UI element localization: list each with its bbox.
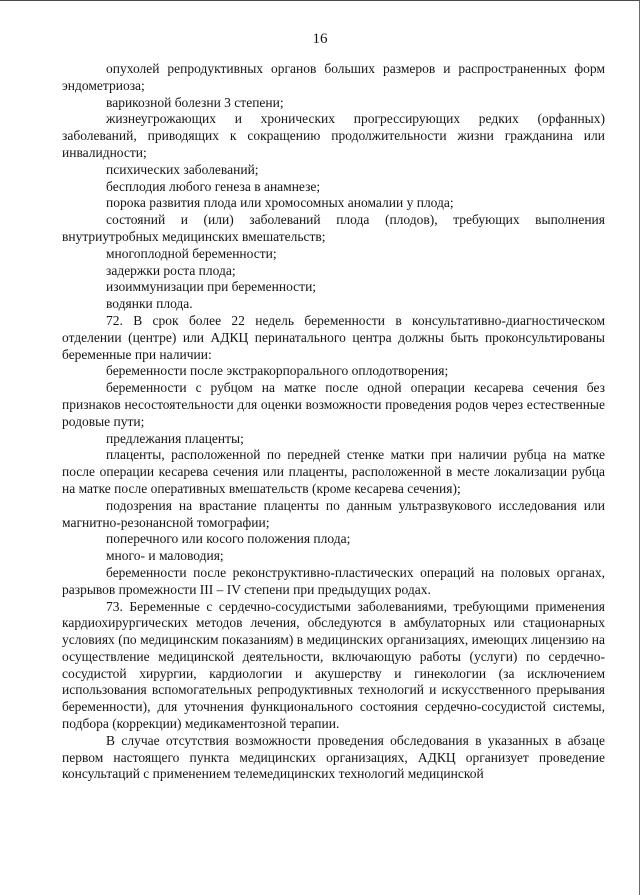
paragraph: много- и маловодия; [106, 548, 224, 564]
paragraph: бесплодия любого генеза в анамнезе; [106, 178, 321, 194]
paragraph: порока развития плода или хромосомных аномалии у плода; [106, 195, 454, 211]
paragraph: беременности с рубцом на матке после одной операции кесарева сечения без признаков несостоятельности для оценки возможности проведения родов через естественные родовые пути; [62, 380, 605, 429]
paragraph: плаценты, расположенной по передней стенке матки при наличии рубца на матке после операции кесарева сечения или плаценты, расположенной в месте локализации рубца на матке после оперативных вмешательств (кроме кесарева сечения); [62, 447, 605, 496]
paragraph: В случае отсутствия возможности проведения обследования в указанных в абзаце первом настоящего пункта медицинских организациях, АДКЦ организует проведение консультаций с применением телемедицинских технологий медицинской [62, 732, 605, 782]
paragraph: 72. В срок более 22 недель беременности в консультативно-диагностическом отделении (центре) или АДКЦ перинатального центра должны быть проконсультированы беременные при наличии: [62, 312, 605, 362]
paragraph: психических заболеваний; [106, 161, 259, 177]
paragraph: жизнеугрожающих и хронических прогрессирующих редких (орфанных) заболеваний, приводящих к сокращению продолжительности жизни гражданина или инвалидности; [62, 111, 605, 160]
page-number: 16 [312, 31, 328, 47]
paragraph: предлежания плаценты; [106, 430, 244, 446]
paragraph: подозрения на врастание плаценты по данным ультразвукового исследования или магнитно-резонансной томографии; [62, 497, 605, 530]
paragraph: состояний и (или) заболеваний плода (плодов), требующих выполнения внутриутробных медицинских вмешательств; [62, 212, 605, 244]
paragraph: опухолей репродуктивных органов больших размеров и распространенных форм эндометриоза; [62, 61, 605, 93]
paragraph: многоплодной беременности; [106, 245, 277, 261]
body-text [62, 61, 605, 783]
paragraph: беременности после реконструктивно-пластических операций на половых органах, разрывов промежности III – IV степени при предыдущих родах. [62, 564, 605, 597]
paragraph: 73. Беременные с сердечно-сосудистыми заболеваниями, требующими применения кардиохирургических методов лечения, обследуются в амбулаторных или стационарных условиях (по медицинским показаниям) в медицинских организациях, имеющих лицензию на осуществление медицинской деятельности, включающую работы (услуги) по сердечно-сосудистой хирургии, кардиологии и акушерству и гинекологии (за исключением использования вспомогательных репродуктивных технологий и искусственного прерывания беременности), для уточнения функционального состояния сердечно-сосудистой системы, подбора (коррекции) медикаментозной терапии. [62, 598, 605, 732]
paragraph: задержки роста плода; [106, 262, 236, 278]
paragraph: поперечного или косого положения плода; [106, 531, 351, 547]
paragraph: варикозной болезни 3 степени; [106, 94, 284, 110]
paragraph: водянки плода. [106, 296, 193, 312]
paragraph: беременности после экстракорпорального оплодотворения; [106, 363, 449, 379]
paragraph: изоиммунизации при беременности; [106, 279, 317, 295]
